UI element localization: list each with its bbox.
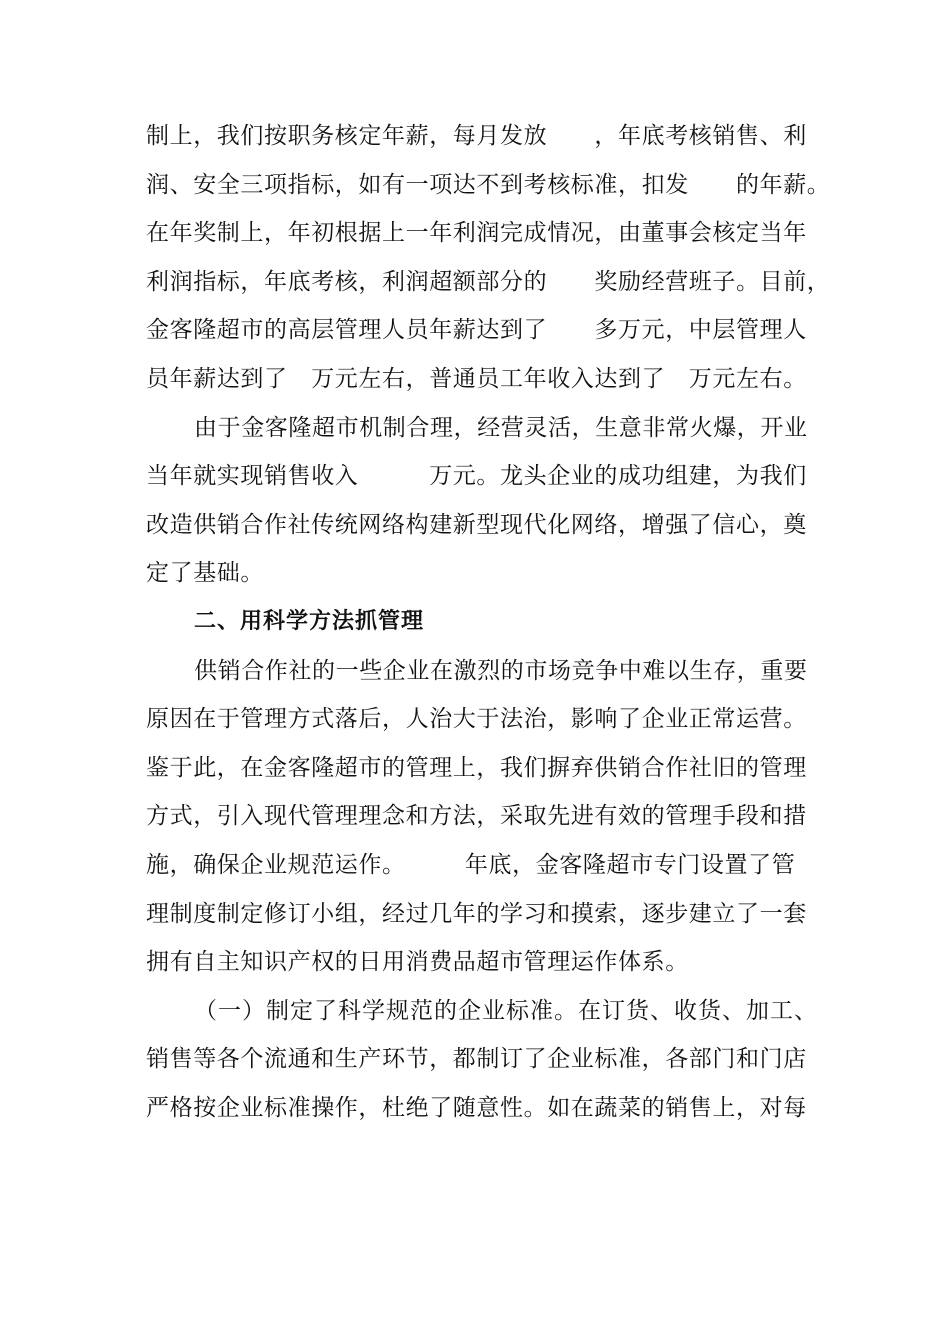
text-line: 拥有自主知识产权的日用消费品超市管理运作体系。 (146, 949, 689, 976)
text-line: 制上，我们按职务核定年薪，每月发放 ，年底考核销售、利 (146, 123, 807, 149)
text-line: 销售等各个流通和生产环节，都制订了企业标准，各部门和门店 (146, 1046, 807, 1073)
text-line: 利润指标，年底考核，利润超额部分的 奖励经营班子。目前， (146, 268, 831, 295)
text-line: 原因在于管理方式落后，人治大于法治，影响了企业正常运营。 (146, 706, 807, 733)
text-line: 方式，引入现代管理理念和方法，采取先进有效的管理手段和措 (146, 803, 807, 830)
subsection-first-line: （一）制定了科学规范的企业标准。在订货、收货、加工、 (194, 997, 818, 1024)
body-text (146, 112, 831, 1132)
text-line: 润、安全三项指标，如有一项达不到考核标准，扣发 的年薪。 (146, 171, 831, 198)
text-line: 金客隆超市的高层管理人员年薪达到了 多万元，中层管理人 (146, 317, 807, 344)
text-line: 在年奖制上，年初根据上一年利润完成情况，由董事会核定当年 (146, 220, 807, 247)
text-line: 严格按企业标准操作，杜绝了随意性。如在蔬菜的销售上，对每 (146, 1094, 807, 1121)
text-line: 施，确保企业规范运作。 年底，金客隆超市专门设置了管 (146, 851, 796, 878)
text-line: 员年薪达到了 万元左右，普通员工年收入达到了 万元左右。 (146, 365, 807, 392)
text-line: 理制度制定修订小组，经过几年的学习和摸索，逐步建立了一套 (146, 900, 807, 927)
text-line: 当年就实现销售收入 万元。龙头企业的成功组建，为我们 (146, 463, 807, 490)
paragraph-first-line: 由于金客隆超市机制合理，经营灵活，生意非常火爆，开业 (194, 414, 808, 441)
text-line: 改造供销合作社传统网络构建新型现代化网络，增强了信心，奠 (146, 511, 807, 538)
text-line: 鉴于此，在金客隆超市的管理上，我们摒弃供销合作社旧的管理 (146, 754, 807, 781)
text-line: 定了基础。 (146, 560, 264, 587)
paragraph-first-line: 供销合作社的一些企业在激烈的市场竞争中难以生存，重要 (194, 657, 808, 684)
section-heading: 二、用科学方法抓管理 (194, 608, 425, 634)
